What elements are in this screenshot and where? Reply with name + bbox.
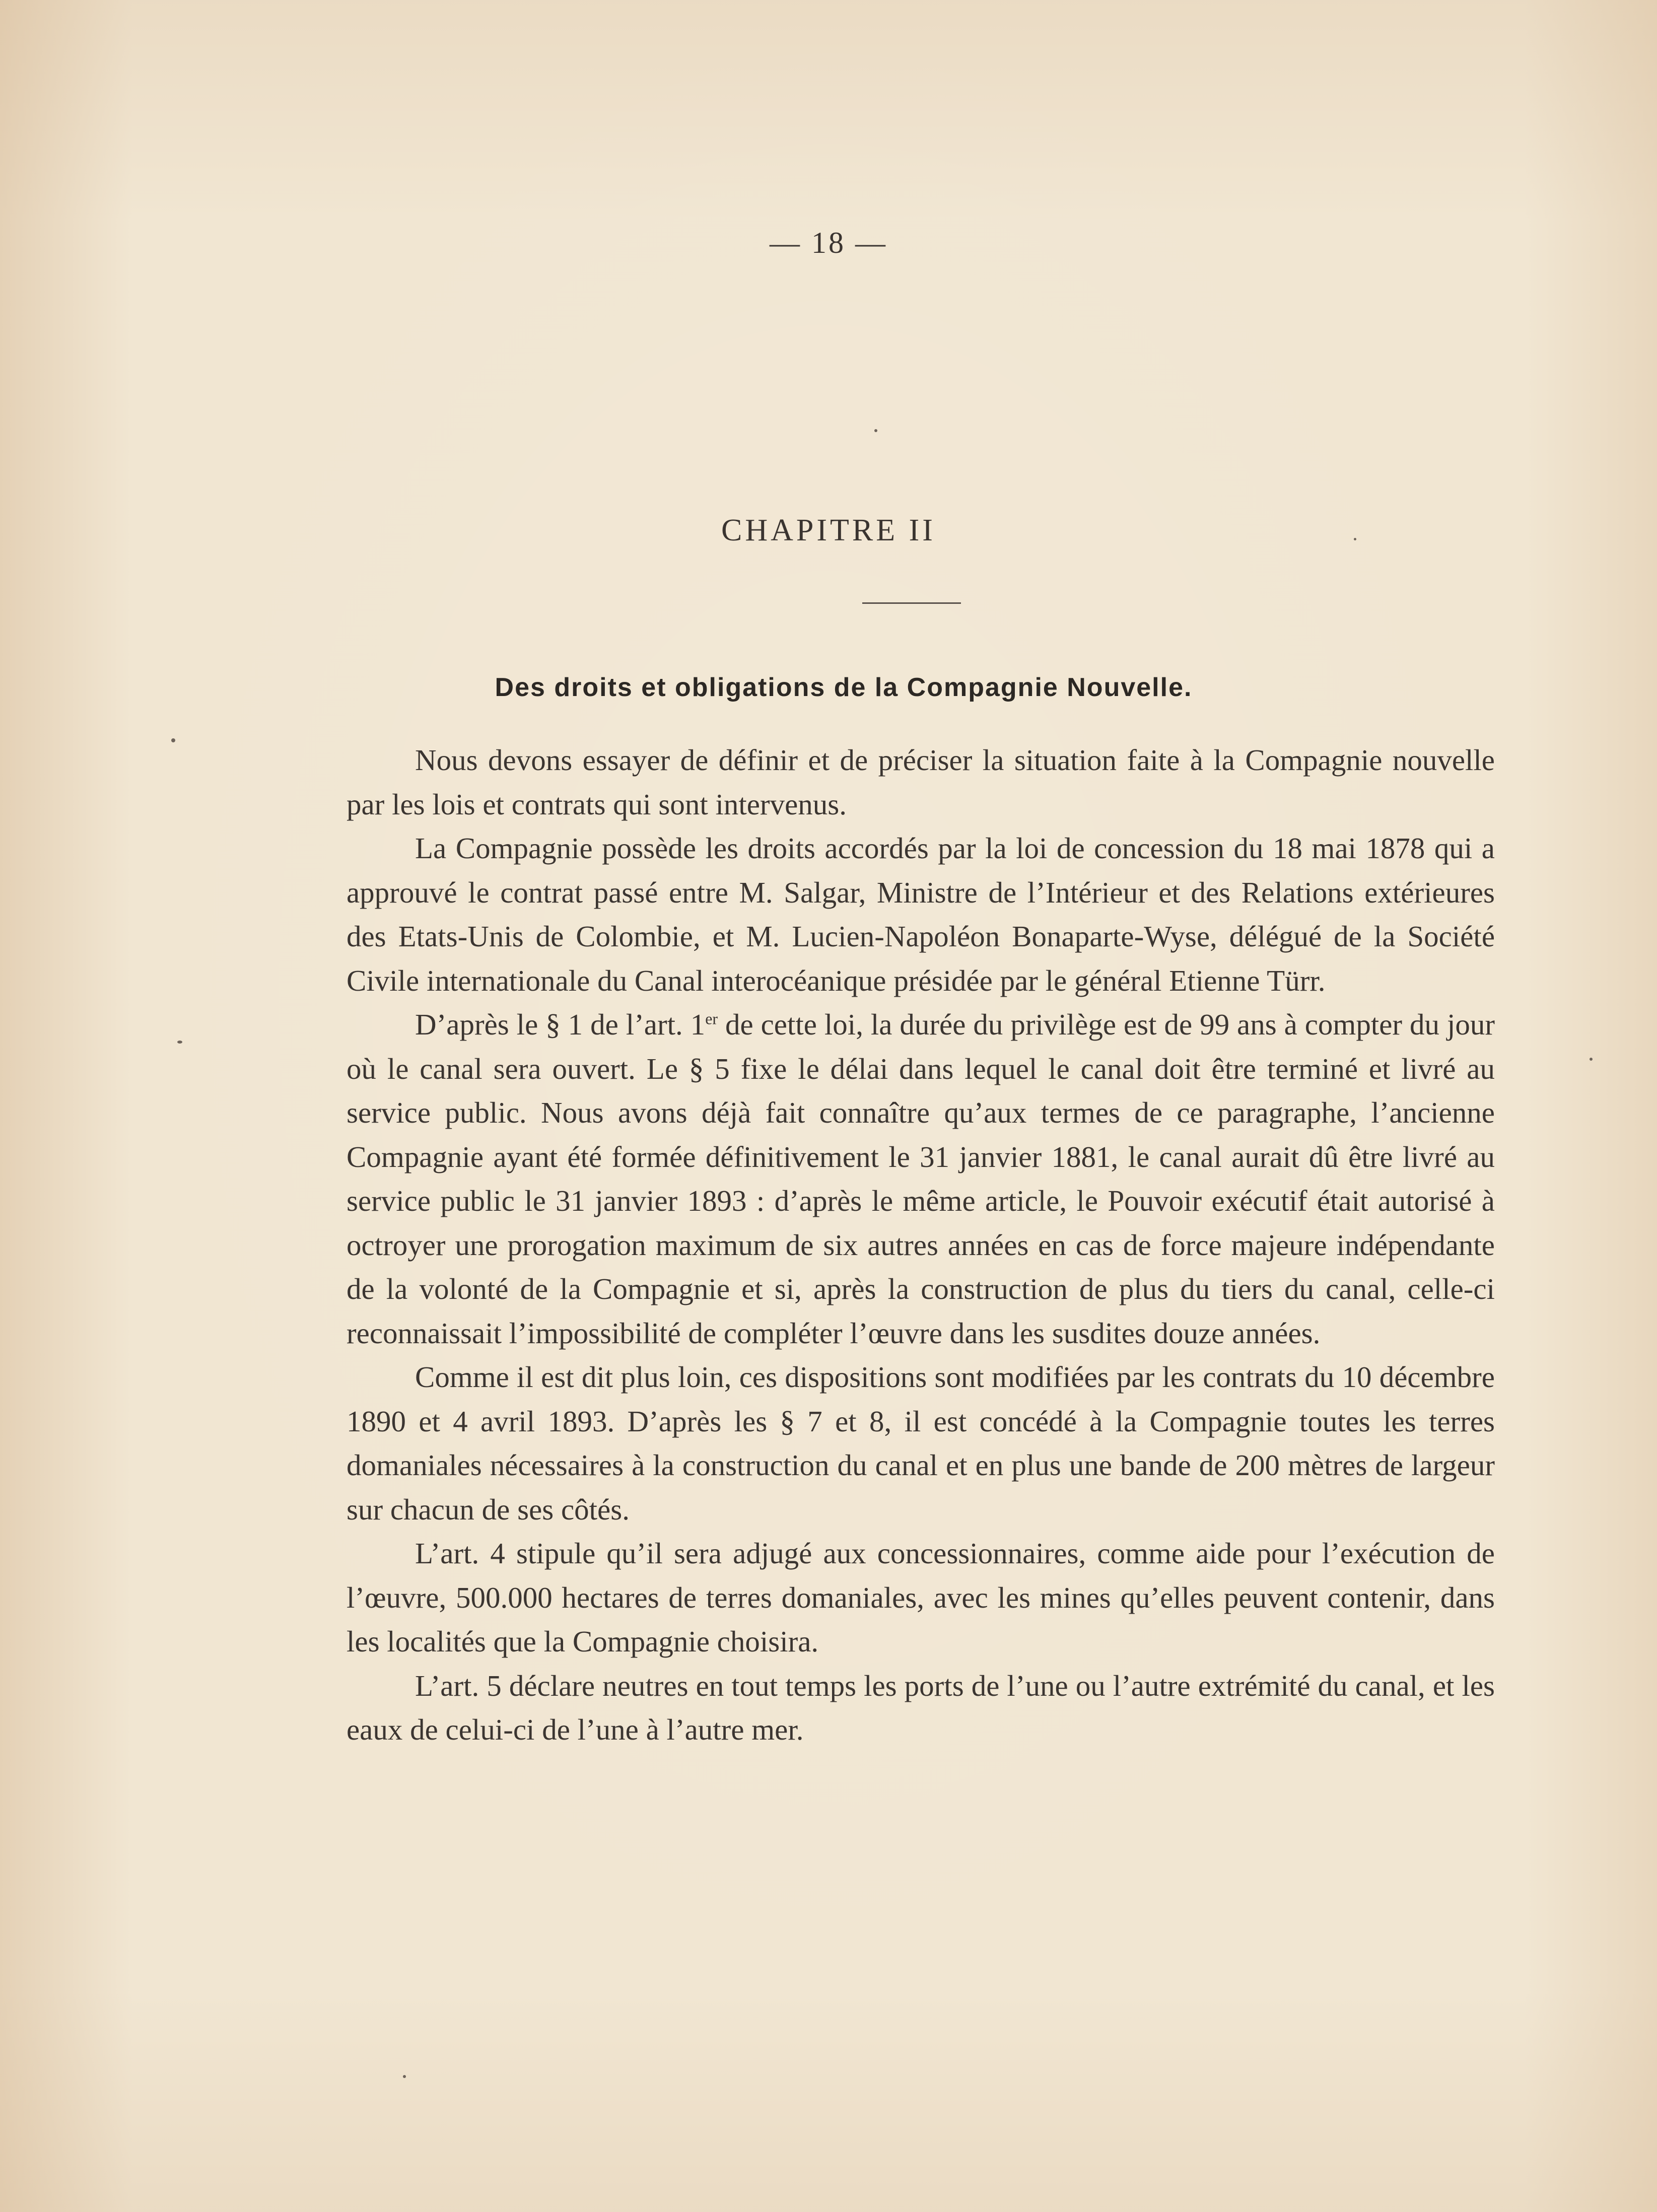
paragraph-3-start: D’après le § 1 de l’art. 1 bbox=[415, 1008, 706, 1041]
paper-speck bbox=[1354, 538, 1356, 540]
paragraph-1: Nous devons essayer de définir et de préciser la situation faite à la Compagnie nouvelle par les lois et contrats qui sont intervenus. bbox=[347, 743, 1495, 821]
paper-speck bbox=[874, 429, 877, 432]
paragraph-4: Comme il est dit plus loin, ces dispositions sont modifiées par les contrats du 10 décembre 1890 et 4 avril 1893. D’après les § 7 et 8, il est concédé à la Compagnie toutes les terres domaniales nécessaires à la construction du canal et en plus une bande de 200 mètres de largeur sur chacun de ses côtés. bbox=[347, 1360, 1495, 1526]
body-text bbox=[347, 738, 1495, 1752]
title-rule bbox=[862, 602, 961, 604]
paragraph-5: L’art. 4 stipule qu’il sera adjugé aux concessionnaires, comme aide pour l’exécution de l’œuvre, 500.000 hectares de terres domaniales, avec les mines qu’elles peuvent contenir, dans les localités que la Compagnie choisira. bbox=[347, 1537, 1495, 1658]
page-number: — 18 — bbox=[770, 226, 887, 259]
section-heading: Des droits et obligations de la Compagnie Nouvelle. bbox=[495, 673, 1193, 702]
paper-speck bbox=[171, 738, 175, 742]
paragraph-6: L’art. 5 déclare neutres en tout temps les ports de l’une ou l’autre extrémité du canal, et les eaux de celui-ci de l’une à l’autre mer. bbox=[347, 1669, 1495, 1746]
paragraph-3-rest: de cette loi, la durée du privilège est de 99 ans à compter du jour où le canal sera ouvert. Le § 5 fixe le délai dans lequel le canal doit être terminé et livré au service public. Nous avons déjà fait connaître qu’aux termes de ce paragraphe, l’ancienne Compagnie ayant été formée définitivement le 31 janvier 1881, le canal aurait dû être livré au service public le 31 janvier 1893 : d’après le même article, le Pouvoir exécutif était autorisé à octroyer une prorogation maximum de six autres années en cas de force majeure indépendante de la volonté de la Compagnie et si, après la construction de plus du tiers du canal, celle-ci reconnaissait l’impossibilité de compléter l’œuvre dans les susdites douze années. bbox=[347, 1008, 1495, 1350]
ordinal-superscript: er bbox=[705, 1009, 718, 1028]
chapter-title: CHAPITRE II bbox=[721, 513, 936, 547]
paper-speck bbox=[1590, 1058, 1593, 1061]
paper-speck bbox=[177, 1041, 182, 1044]
paragraph-2: La Compagnie possède les droits accordés par la loi de concession du 18 mai 1878 qui a approuvé le contrat passé entre M. Salgar, Ministre de l’Intérieur et des Relations extérieures des Etats-Unis de Colombie, et M. Lucien-Napoléon Bonaparte-Wyse, délégué de la Société Civile internationale du Canal interocéanique présidée par le général Etienne Türr. bbox=[347, 832, 1495, 997]
paragraph-3 bbox=[347, 1003, 1495, 1355]
paper-speck bbox=[403, 2075, 406, 2078]
